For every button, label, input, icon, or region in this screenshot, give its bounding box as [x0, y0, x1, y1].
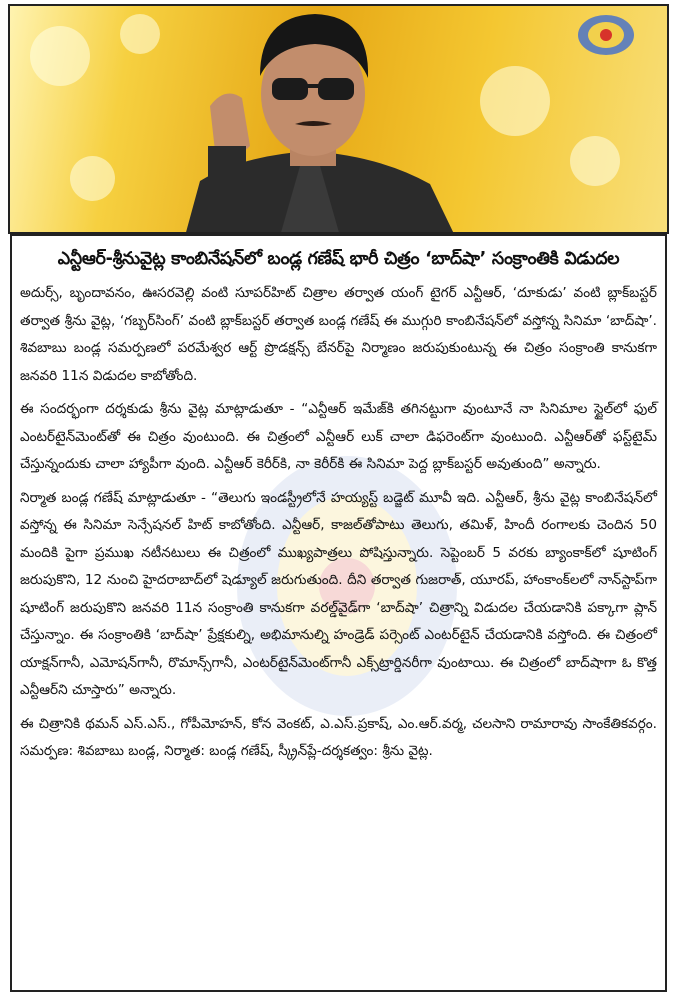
- paragraph-credits: ఈ చిత్రానికి థమన్ ఎస్.ఎస్., గోపీమోహన్, కోన వెంకట్, ఎ.ఎస్.ప్రకాష్, ఎం.ఆర్.వర్మ, చలసాని రామారావు సాంకేతికవర్గం. సమర్పణ: శివబాబు బండ్ల, నిర్మాత: బండ్ల గణేష్, స్క్రీన్‌ప్లే-దర్శకత్వం: శ్రీను వైట్ల.: [20, 715, 657, 759]
- headline-film-title: ‘బాద్‌షా’: [425, 249, 487, 269]
- paragraph-director-quote: ఈ సందర్భంగా దర్శకుడు శ్రీను వైట్ల మాట్లాడుతూ - “ఎన్టీఆర్ ఇమేజ్‌కి తగినట్టుగా వుంటూనే నా సినిమాల స్టైల్‌లో ఫుల్ ఎంటర్‌టైన్‌మెంట్‌తో ఈ చిత్రం వుంటుంది. ఈ చిత్రంలో ఎన్టీఆర్ లుక్ చాలా డిఫరెంట్‌గా వుంటుంది. ఎన్టీఆర్‌తో ఫస్ట్‌టైమ్ చేస్తున్నందుకు చాలా హ్యాపీగా వుంది. ఎన్టీఆర్ కెరీర్‌కి, నా కెరీర్‌కి ఈ సినిమా పెద్ద బ్లాక్‌బస్టర్ అవుతుంది” అన్నారు.: [20, 401, 657, 472]
- headline-text-start: ఎన్టీఆర్-శ్రీనువైట్ల కాంబినేషన్‌లో బండ్ల గణేష్ భారీ చిత్రం: [57, 249, 426, 269]
- headline-text-end: సంక్రాంతికి విడుదల: [486, 249, 620, 269]
- actor-photo: [10, 6, 669, 234]
- paragraph-producer-quote: నిర్మాత బండ్ల గణేష్ మాట్లాడుతూ - “తెలుగు ఇండస్ట్రీలోనే హయ్యస్ట్ బడ్జెట్ మూవీ ఇది. ఎన్టీఆర్, శ్రీను వైట్ల కాంబినేషన్‌లో వస్తోన్న ఈ సినిమా సెన్సేషనల్ హిట్ కాబోతోంది. ఎన్టీఆర్, కాజల్‌తోపాటు తెలుగు, తమిళ్, హిందీ రంగాలకు చెందిన 50 మందికి పైగా ప్రముఖ నటీనటులు ఈ చిత్రంలో ముఖ్యపాత్రలు పోషిస్తున్నారు. సెప్టెంబర్ 5 వరకు బ్యాంకాక్‌లో షూటింగ్ జరుపుకొని, 12 నుంచి హైదరాబాద్‌లో షెడ్యూల్ జరుగుతుంది. దీని తర్వాత గుజరాత్, యూరప్, హాంకాంక్‌లలో నాన్‌స్టాప్‌గా షూటింగ్ జరుపుకొని జనవరి 11న సంక్రాంతి కానుకగా వరల్డ్‌వైడ్‌గా ‘బాద్‌షా’ చిత్రాన్ని విడుదల చేయడానికి పక్కాగా ప్లాన్ చేస్తున్నాం. ఈ సంక్రాంతికి ‘బాద్‌షా’ ప్రేక్షకుల్ని, అభిమానుల్ని హండ్రెడ్ పర్సెంట్ ఎంటర్‌టైన్ చేయడానికి వస్తోంది. ఈ చిత్రంలో యాక్షన్‌గానీ, ఎమోషన్‌గానీ, రొమాన్స్‌గానీ, ఎంటర్‌టైన్‌మెంట్‌గానీ ఎక్స్‌ట్రార్డినరీగా వుంటాయి. ఈ చిత్రంలో బాద్‌షాగా ఓ కొత్త ఎన్టీఆర్‌ని చూస్తారు” అన్నారు.: [20, 489, 657, 698]
- hero-photo: [8, 4, 669, 234]
- paragraph-intro: అదుర్స్, బృందావనం, ఊసరవెల్లి వంటి సూపర్‌హిట్ చిత్రాల తర్వాత యంగ్ టైగర్ ఎన్టీఆర్, ‘దూకుడు’ వంటి బ్లాక్‌బస్టర్ తర్వాత శ్రీను వైట్ల, ‘గబ్బర్‌సింగ్’ వంటి బ్లాక్‌బస్టర్ తర్వాత బండ్ల గణేష్ ఈ ముగ్గురి కాంబినేషన్‌లో వస్తోన్న సినిమా ‘బాద్‌షా’. శివబాబు బండ్ల సమర్పణలో పరమేశ్వర ఆర్ట్ ప్రొడక్షన్స్ బేనర్‌పై నిర్మాణం జరుపుకుంటున్న ఈ చిత్రం సంక్రాంతి కానుకగా జనవరి 11న విడుదల కాబోతోంది.: [20, 285, 657, 384]
- article-box: [10, 234, 667, 992]
- channel-logo-icon: [575, 12, 637, 58]
- article-headline: [18, 246, 659, 272]
